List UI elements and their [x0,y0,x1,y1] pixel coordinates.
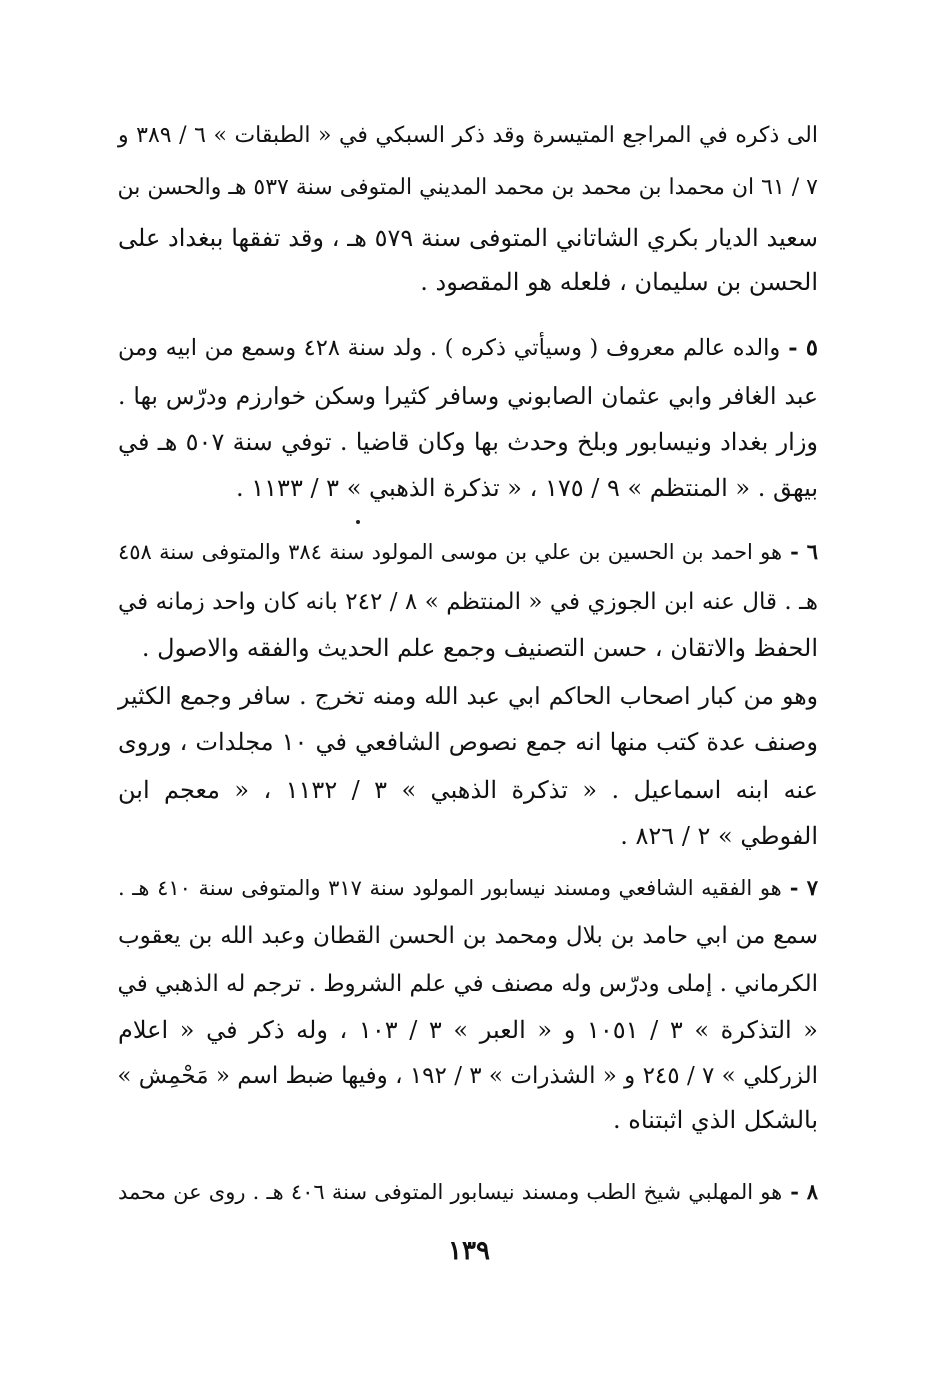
text-line: بيهق . « المنتظم » ٩ / ١٧٥ ، « تذكرة الذهبي » ٣ / ١١٣٣ . [236,474,818,502]
footnote-number: ٨ - [790,1179,819,1204]
text-line: سعيد الديار بكري الشاتاني المتوفى سنة ٥٧٩ هـ ، وقد تفقها ببغداد على [118,224,818,252]
text-line: عنه ابنه اسماعيل . « تذكرة الذهبي » ٣ / ١١٣٢ ، « معجم ابن [118,776,818,804]
text-line: ٧ / ٦١ ان محمدا بن محمد بن محمد المديني المتوفى سنة ٥٣٧ هـ والحسن بن [117,175,818,200]
text-line: الحسن بن سليمان ، فلعله هو المقصود . [420,268,818,296]
footnote-first-line [118,872,818,904]
text-line: هو احمد بن الحسين بن علي بن موسى المولود سنة ٣٨٤ والمتوفى سنة ٤٥٨ [118,540,783,564]
text-line: « التذكرة » ٣ / ١٠٥١ و « العبر » ٣ / ١٠٣ ، وله ذكر في « اعلام [118,1016,818,1044]
text-line: بالشكل الذي اثبتناه . [613,1106,818,1134]
text-line: الحفظ والاتقان ، حسن التصنيف وجمع علم الحديث والفقه والاصول . [141,634,818,662]
text-line: عبد الغافر وابي عثمان الصابوني وسافر كثيرا وسكن خوارزم ودرّس بها . [118,382,818,410]
text-line: الزركلي » ٧ / ٢٤٥ و « الشذرات » ٣ / ١٩٢ ، وفيها ضبط اسم « مَحْمِش » [117,1063,818,1089]
footnote-first-line [118,332,818,364]
text-line: الفوطي » ٢ / ٨٢٦ . [620,822,818,850]
page-number: ١٣٩ [448,1236,490,1266]
footnote-number: ٦ - [790,539,818,564]
footnote-number: ٧ - [789,875,818,900]
text-line: والده عالم معروف ( وسيأتي ذكره ) . ولد سنة ٤٢٨ وسمع من ابيه ومن [118,335,781,361]
text-line: الكرماني . إملى ودرّس وله مصنف في علم الشروط . ترجم له الذهبي في [117,971,818,997]
text-line: وهو من كبار اصحاب الحاكم ابي عبد الله ومنه تخرج . سافر وجمع الكثير [118,682,818,710]
text-line: هـ . قال عنه ابن الجوزي في « المنتظم » ٨ / ٢٤٢ بانه كان واحد زمانه في [118,589,819,615]
footnote-first-line [118,1176,818,1208]
text-line: سمع من ابي حامد بن بلال ومحمد بن الحسن القطان وعبد الله بن يعقوب [118,923,818,949]
print-speck [356,520,360,524]
footnote-first-line [118,536,818,568]
text-line: الى ذكره في المراجع المتيسرة وقد ذكر السبكي في « الطبقات » ٦ / ٣٨٩ و [118,123,818,148]
text-line: وصنف عدة كتب منها انه جمع نصوص الشافعي في ١٠ مجلدات ، وروى [118,728,818,756]
text-line: وزار بغداد ونيسابور وبلخ وحدث بها وكان قاضيا . توفي سنة ٥٠٧ هـ في [118,428,819,456]
text-line: هو الفقيه الشافعي ومسند نيسابور المولود سنة ٣١٧ والمتوفى سنة ٤١٠ هـ . [118,876,782,900]
text-line: هو المهلبي شيخ الطب ومسند نيسابور المتوفى سنة ٤٠٦ هـ . روى عن محمد [118,1180,783,1204]
footnote-number: ٥ - [788,335,818,361]
